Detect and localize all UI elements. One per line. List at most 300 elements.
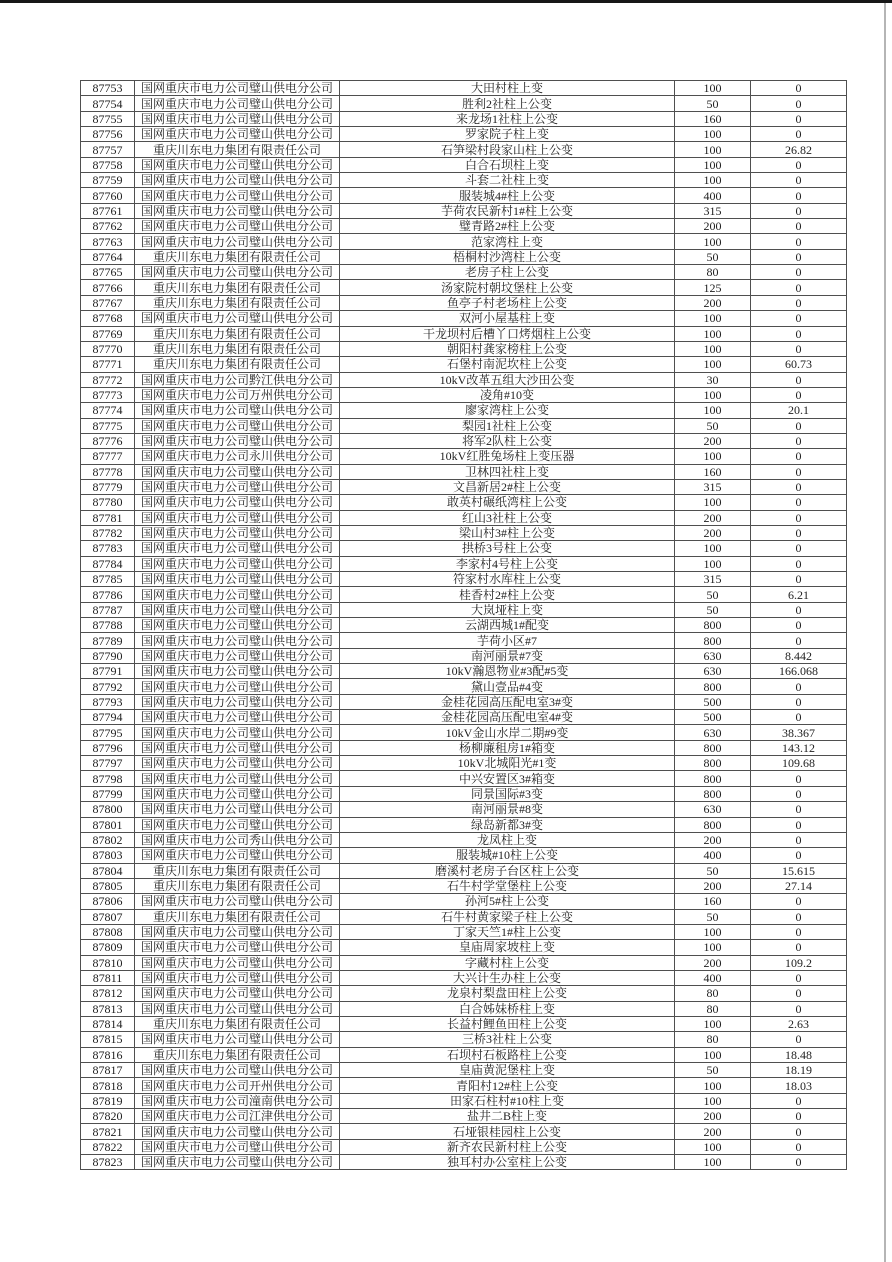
- table-row: [81, 311, 847, 326]
- id-cell: 87786: [81, 587, 135, 602]
- station-cell: 石笋梁村段家山柱上公变: [340, 142, 675, 157]
- table-row: [81, 1109, 847, 1124]
- company-cell: 国网重庆市电力公司璧山供电分公司: [135, 127, 340, 142]
- id-cell: 87785: [81, 572, 135, 587]
- capacity-cell: 400: [675, 188, 751, 203]
- table-row: [81, 1001, 847, 1016]
- id-cell: 87763: [81, 234, 135, 249]
- table-row: [81, 1124, 847, 1139]
- value-cell: 0: [751, 572, 847, 587]
- station-cell: 孙河5#柱上公变: [340, 894, 675, 909]
- page-edge-line: [884, 3, 886, 1262]
- company-cell: 国网重庆市电力公司璧山供电分公司: [135, 1001, 340, 1016]
- station-cell: 三桥3社柱上公变: [340, 1032, 675, 1047]
- value-cell: 0: [751, 464, 847, 479]
- station-cell: 10kV金山水岸二期#9变: [340, 725, 675, 740]
- company-cell: 国网重庆市电力公司万州供电分公司: [135, 387, 340, 402]
- company-cell: 国网重庆市电力公司江津供电分公司: [135, 1109, 340, 1124]
- id-cell: 87819: [81, 1093, 135, 1108]
- value-cell: 0: [751, 541, 847, 556]
- id-cell: 87807: [81, 909, 135, 924]
- capacity-cell: 100: [675, 234, 751, 249]
- table-row: [81, 96, 847, 111]
- transformer-table-body: [81, 81, 847, 1170]
- id-cell: 87802: [81, 832, 135, 847]
- value-cell: 0: [751, 479, 847, 494]
- value-cell: 0: [751, 280, 847, 295]
- value-cell: 0: [751, 694, 847, 709]
- table-row: [81, 510, 847, 525]
- table-row: [81, 403, 847, 418]
- table-row: [81, 1016, 847, 1031]
- id-cell: 87790: [81, 648, 135, 663]
- capacity-cell: 30: [675, 372, 751, 387]
- table-row: [81, 433, 847, 448]
- station-cell: 龙凤柱上变: [340, 832, 675, 847]
- station-cell: 梧桐村沙湾柱上公变: [340, 249, 675, 264]
- station-cell: 金桂花园高压配电室3#变: [340, 694, 675, 709]
- id-cell: 87764: [81, 249, 135, 264]
- value-cell: 2.63: [751, 1016, 847, 1031]
- value-cell: 0: [751, 1032, 847, 1047]
- id-cell: 87821: [81, 1124, 135, 1139]
- value-cell: 0: [751, 679, 847, 694]
- table-row: [81, 81, 847, 96]
- capacity-cell: 100: [675, 449, 751, 464]
- station-cell: 10kV北城阳光#1变: [340, 756, 675, 771]
- capacity-cell: 100: [675, 940, 751, 955]
- id-cell: 87813: [81, 1001, 135, 1016]
- id-cell: 87814: [81, 1016, 135, 1031]
- table-row: [81, 878, 847, 893]
- value-cell: 0: [751, 433, 847, 448]
- table-row: [81, 418, 847, 433]
- value-cell: 109.68: [751, 756, 847, 771]
- id-cell: 87794: [81, 710, 135, 725]
- transformer-table: [80, 80, 847, 1170]
- id-cell: 87796: [81, 740, 135, 755]
- company-cell: 国网重庆市电力公司璧山供电分公司: [135, 265, 340, 280]
- id-cell: 87779: [81, 479, 135, 494]
- table-row: [81, 602, 847, 617]
- table-row: [81, 1078, 847, 1093]
- id-cell: 87783: [81, 541, 135, 556]
- table-row: [81, 341, 847, 356]
- company-cell: 国网重庆市电力公司璧山供电分公司: [135, 618, 340, 633]
- value-cell: 27.14: [751, 878, 847, 893]
- station-cell: 新齐农民新村柱上公变: [340, 1139, 675, 1154]
- company-cell: 国网重庆市电力公司璧山供电分公司: [135, 924, 340, 939]
- station-cell: 李家村4号柱上公变: [340, 556, 675, 571]
- capacity-cell: 100: [675, 495, 751, 510]
- station-cell: 10kV瀚恩物业#3配#5变: [340, 664, 675, 679]
- value-cell: 8.442: [751, 648, 847, 663]
- station-cell: 拱桥3号柱上公变: [340, 541, 675, 556]
- id-cell: 87776: [81, 433, 135, 448]
- table-row: [81, 495, 847, 510]
- station-cell: 服装城4#柱上公变: [340, 188, 675, 203]
- value-cell: 0: [751, 249, 847, 264]
- capacity-cell: 200: [675, 295, 751, 310]
- table-row: [81, 756, 847, 771]
- value-cell: 0: [751, 1139, 847, 1154]
- id-cell: 87773: [81, 387, 135, 402]
- value-cell: 0: [751, 173, 847, 188]
- capacity-cell: 50: [675, 1063, 751, 1078]
- capacity-cell: 315: [675, 572, 751, 587]
- capacity-cell: 125: [675, 280, 751, 295]
- value-cell: 0: [751, 234, 847, 249]
- capacity-cell: 100: [675, 357, 751, 372]
- table-row: [81, 142, 847, 157]
- capacity-cell: 160: [675, 894, 751, 909]
- capacity-cell: 400: [675, 970, 751, 985]
- value-cell: 0: [751, 525, 847, 540]
- capacity-cell: 800: [675, 756, 751, 771]
- value-cell: 0: [751, 372, 847, 387]
- capacity-cell: 100: [675, 556, 751, 571]
- station-cell: 梁山村3#柱上公变: [340, 525, 675, 540]
- company-cell: 国网重庆市电力公司璧山供电分公司: [135, 311, 340, 326]
- id-cell: 87758: [81, 157, 135, 172]
- table-row: [81, 648, 847, 663]
- table-row: [81, 1047, 847, 1062]
- capacity-cell: 200: [675, 832, 751, 847]
- company-cell: 国网重庆市电力公司璧山供电分公司: [135, 1063, 340, 1078]
- value-cell: 18.48: [751, 1047, 847, 1062]
- company-cell: 国网重庆市电力公司璧山供电分公司: [135, 495, 340, 510]
- table-row: [81, 203, 847, 218]
- id-cell: 87811: [81, 970, 135, 985]
- id-cell: 87804: [81, 863, 135, 878]
- id-cell: 87797: [81, 756, 135, 771]
- company-cell: 国网重庆市电力公司璧山供电分公司: [135, 1124, 340, 1139]
- station-cell: 斗套二社柱上变: [340, 173, 675, 188]
- station-cell: 白合石坝柱上变: [340, 157, 675, 172]
- id-cell: 87809: [81, 940, 135, 955]
- id-cell: 87768: [81, 311, 135, 326]
- table-row: [81, 1063, 847, 1078]
- table-row: [81, 234, 847, 249]
- capacity-cell: 50: [675, 587, 751, 602]
- id-cell: 87762: [81, 219, 135, 234]
- value-cell: 0: [751, 633, 847, 648]
- company-cell: 国网重庆市电力公司璧山供电分公司: [135, 817, 340, 832]
- company-cell: 国网重庆市电力公司璧山供电分公司: [135, 219, 340, 234]
- station-cell: 黛山壹品#4变: [340, 679, 675, 694]
- station-cell: 白合姊妹桥柱上变: [340, 1001, 675, 1016]
- company-cell: 国网重庆市电力公司秀山供电分公司: [135, 832, 340, 847]
- value-cell: 166.068: [751, 664, 847, 679]
- table-row: [81, 173, 847, 188]
- capacity-cell: 630: [675, 664, 751, 679]
- id-cell: 87777: [81, 449, 135, 464]
- capacity-cell: 630: [675, 648, 751, 663]
- table-row: [81, 295, 847, 310]
- company-cell: 国网重庆市电力公司璧山供电分公司: [135, 1155, 340, 1170]
- capacity-cell: 100: [675, 1016, 751, 1031]
- company-cell: 国网重庆市电力公司潼南供电分公司: [135, 1093, 340, 1108]
- station-cell: 长益村鲤鱼田柱上公变: [340, 1016, 675, 1031]
- table-row: [81, 1093, 847, 1108]
- value-cell: 0: [751, 387, 847, 402]
- table-row: [81, 694, 847, 709]
- table-row: [81, 265, 847, 280]
- company-cell: 国网重庆市电力公司璧山供电分公司: [135, 710, 340, 725]
- table-row: [81, 219, 847, 234]
- table-row: [81, 326, 847, 341]
- id-cell: 87770: [81, 341, 135, 356]
- capacity-cell: 500: [675, 710, 751, 725]
- company-cell: 重庆川东电力集团有限责任公司: [135, 249, 340, 264]
- table-row: [81, 848, 847, 863]
- capacity-cell: 100: [675, 541, 751, 556]
- station-cell: 石牛村学堂堡柱上公变: [340, 878, 675, 893]
- company-cell: 国网重庆市电力公司璧山供电分公司: [135, 403, 340, 418]
- capacity-cell: 500: [675, 694, 751, 709]
- value-cell: 0: [751, 1001, 847, 1016]
- company-cell: 国网重庆市电力公司璧山供电分公司: [135, 541, 340, 556]
- value-cell: 0: [751, 618, 847, 633]
- value-cell: 0: [751, 1093, 847, 1108]
- table-row: [81, 955, 847, 970]
- table-row: [81, 664, 847, 679]
- value-cell: 0: [751, 909, 847, 924]
- value-cell: 0: [751, 127, 847, 142]
- company-cell: 国网重庆市电力公司璧山供电分公司: [135, 955, 340, 970]
- capacity-cell: 100: [675, 924, 751, 939]
- company-cell: 国网重庆市电力公司璧山供电分公司: [135, 510, 340, 525]
- table-row: [81, 111, 847, 126]
- station-cell: 胜利2社柱上公变: [340, 96, 675, 111]
- value-cell: 109.2: [751, 955, 847, 970]
- value-cell: 0: [751, 556, 847, 571]
- capacity-cell: 200: [675, 525, 751, 540]
- id-cell: 87780: [81, 495, 135, 510]
- company-cell: 国网重庆市电力公司璧山供电分公司: [135, 648, 340, 663]
- table-row: [81, 572, 847, 587]
- table-row: [81, 832, 847, 847]
- capacity-cell: 100: [675, 173, 751, 188]
- table-row: [81, 986, 847, 1001]
- station-cell: 红山3社柱上公变: [340, 510, 675, 525]
- value-cell: 0: [751, 203, 847, 218]
- capacity-cell: 80: [675, 1032, 751, 1047]
- id-cell: 87769: [81, 326, 135, 341]
- table-row: [81, 740, 847, 755]
- value-cell: 0: [751, 970, 847, 985]
- capacity-cell: 50: [675, 249, 751, 264]
- capacity-cell: 100: [675, 311, 751, 326]
- table-row: [81, 556, 847, 571]
- value-cell: 0: [751, 311, 847, 326]
- table-row: [81, 817, 847, 832]
- value-cell: 0: [751, 832, 847, 847]
- company-cell: 重庆川东电力集团有限责任公司: [135, 357, 340, 372]
- company-cell: 重庆川东电力集团有限责任公司: [135, 295, 340, 310]
- company-cell: 重庆川东电力集团有限责任公司: [135, 142, 340, 157]
- table-row: [81, 387, 847, 402]
- station-cell: 石堡村南泥坎柱上公变: [340, 357, 675, 372]
- capacity-cell: 200: [675, 433, 751, 448]
- value-cell: 0: [751, 495, 847, 510]
- id-cell: 87755: [81, 111, 135, 126]
- table-row: [81, 970, 847, 985]
- capacity-cell: 400: [675, 848, 751, 863]
- company-cell: 国网重庆市电力公司璧山供电分公司: [135, 970, 340, 985]
- company-cell: 国网重庆市电力公司璧山供电分公司: [135, 771, 340, 786]
- value-cell: 0: [751, 817, 847, 832]
- station-cell: 干龙坝村后槽丫口烤烟柱上公变: [340, 326, 675, 341]
- station-cell: 芋荷小区#7: [340, 633, 675, 648]
- table-row: [81, 710, 847, 725]
- value-cell: 0: [751, 81, 847, 96]
- company-cell: 国网重庆市电力公司璧山供电分公司: [135, 234, 340, 249]
- id-cell: 87806: [81, 894, 135, 909]
- capacity-cell: 160: [675, 111, 751, 126]
- table-row: [81, 679, 847, 694]
- company-cell: 国网重庆市电力公司璧山供电分公司: [135, 464, 340, 479]
- id-cell: 87818: [81, 1078, 135, 1093]
- company-cell: 重庆川东电力集团有限责任公司: [135, 341, 340, 356]
- capacity-cell: 100: [675, 81, 751, 96]
- company-cell: 国网重庆市电力公司璧山供电分公司: [135, 802, 340, 817]
- top-border: [0, 0, 892, 3]
- table-row: [81, 127, 847, 142]
- id-cell: 87787: [81, 602, 135, 617]
- table-row: [81, 909, 847, 924]
- company-cell: 国网重庆市电力公司璧山供电分公司: [135, 173, 340, 188]
- value-cell: 0: [751, 326, 847, 341]
- capacity-cell: 800: [675, 740, 751, 755]
- table-row: [81, 357, 847, 372]
- station-cell: 罗家院子柱上变: [340, 127, 675, 142]
- station-cell: 卫林四社柱上变: [340, 464, 675, 479]
- id-cell: 87822: [81, 1139, 135, 1154]
- capacity-cell: 100: [675, 341, 751, 356]
- company-cell: 重庆川东电力集团有限责任公司: [135, 878, 340, 893]
- capacity-cell: 50: [675, 96, 751, 111]
- table-row: [81, 771, 847, 786]
- id-cell: 87759: [81, 173, 135, 188]
- capacity-cell: 100: [675, 403, 751, 418]
- id-cell: 87792: [81, 679, 135, 694]
- value-cell: 0: [751, 1109, 847, 1124]
- station-cell: 10kV红胜兔场柱上变压器: [340, 449, 675, 464]
- table-row: [81, 479, 847, 494]
- table-row: [81, 1139, 847, 1154]
- station-cell: 龙泉村梨盘田柱上公变: [340, 986, 675, 1001]
- capacity-cell: 100: [675, 1047, 751, 1062]
- table-row: [81, 188, 847, 203]
- value-cell: 0: [751, 894, 847, 909]
- station-cell: 南河丽景#7变: [340, 648, 675, 663]
- capacity-cell: 800: [675, 633, 751, 648]
- table-row: [81, 587, 847, 602]
- value-cell: 0: [751, 1155, 847, 1170]
- company-cell: 国网重庆市电力公司璧山供电分公司: [135, 433, 340, 448]
- station-cell: 田家石柱村#10柱上变: [340, 1093, 675, 1108]
- id-cell: 87754: [81, 96, 135, 111]
- table-row: [81, 924, 847, 939]
- value-cell: 26.82: [751, 142, 847, 157]
- company-cell: 国网重庆市电力公司璧山供电分公司: [135, 679, 340, 694]
- value-cell: 18.03: [751, 1078, 847, 1093]
- company-cell: 国网重庆市电力公司璧山供电分公司: [135, 848, 340, 863]
- capacity-cell: 100: [675, 142, 751, 157]
- value-cell: 0: [751, 219, 847, 234]
- company-cell: 国网重庆市电力公司璧山供电分公司: [135, 525, 340, 540]
- capacity-cell: 630: [675, 802, 751, 817]
- company-cell: 重庆川东电力集团有限责任公司: [135, 280, 340, 295]
- capacity-cell: 800: [675, 679, 751, 694]
- station-cell: 皇庙黄泥堡柱上变: [340, 1063, 675, 1078]
- id-cell: 87789: [81, 633, 135, 648]
- company-cell: 国网重庆市电力公司璧山供电分公司: [135, 96, 340, 111]
- company-cell: 重庆川东电力集团有限责任公司: [135, 1016, 340, 1031]
- id-cell: 87756: [81, 127, 135, 142]
- station-cell: 双河小屋基柱上变: [340, 311, 675, 326]
- station-cell: 磨溪村老房子台区柱上公变: [340, 863, 675, 878]
- table-row: [81, 894, 847, 909]
- station-cell: 丁家天竺1#柱上公变: [340, 924, 675, 939]
- station-cell: 金桂花园高压配电室4#变: [340, 710, 675, 725]
- id-cell: 87753: [81, 81, 135, 96]
- id-cell: 87817: [81, 1063, 135, 1078]
- table-row: [81, 633, 847, 648]
- id-cell: 87784: [81, 556, 135, 571]
- table-row: [81, 863, 847, 878]
- id-cell: 87815: [81, 1032, 135, 1047]
- station-cell: 盐井二B柱上变: [340, 1109, 675, 1124]
- id-cell: 87775: [81, 418, 135, 433]
- id-cell: 87778: [81, 464, 135, 479]
- station-cell: 廖家湾柱上公变: [340, 403, 675, 418]
- company-cell: 国网重庆市电力公司璧山供电分公司: [135, 418, 340, 433]
- value-cell: 0: [751, 111, 847, 126]
- id-cell: 87798: [81, 771, 135, 786]
- table-row: [81, 464, 847, 479]
- id-cell: 87800: [81, 802, 135, 817]
- station-cell: 服装城#10柱上公变: [340, 848, 675, 863]
- station-cell: 敢英村碾纸湾柱上公变: [340, 495, 675, 510]
- station-cell: 南河丽景#8变: [340, 802, 675, 817]
- value-cell: 38.367: [751, 725, 847, 740]
- capacity-cell: 200: [675, 510, 751, 525]
- table-row: [81, 280, 847, 295]
- capacity-cell: 800: [675, 786, 751, 801]
- station-cell: 符家村水库柱上公变: [340, 572, 675, 587]
- station-cell: 绿岛新都3#变: [340, 817, 675, 832]
- capacity-cell: 315: [675, 479, 751, 494]
- station-cell: 同景国际#3变: [340, 786, 675, 801]
- company-cell: 国网重庆市电力公司璧山供电分公司: [135, 940, 340, 955]
- company-cell: 重庆川东电力集团有限责任公司: [135, 909, 340, 924]
- company-cell: 国网重庆市电力公司璧山供电分公司: [135, 587, 340, 602]
- capacity-cell: 100: [675, 1093, 751, 1108]
- company-cell: 国网重庆市电力公司璧山供电分公司: [135, 694, 340, 709]
- capacity-cell: 100: [675, 127, 751, 142]
- capacity-cell: 800: [675, 771, 751, 786]
- value-cell: 0: [751, 1124, 847, 1139]
- company-cell: 国网重庆市电力公司璧山供电分公司: [135, 664, 340, 679]
- table-row: [81, 449, 847, 464]
- id-cell: 87799: [81, 786, 135, 801]
- value-cell: 0: [751, 940, 847, 955]
- id-cell: 87793: [81, 694, 135, 709]
- station-cell: 石牛村黄家梁子柱上公变: [340, 909, 675, 924]
- value-cell: 143.12: [751, 740, 847, 755]
